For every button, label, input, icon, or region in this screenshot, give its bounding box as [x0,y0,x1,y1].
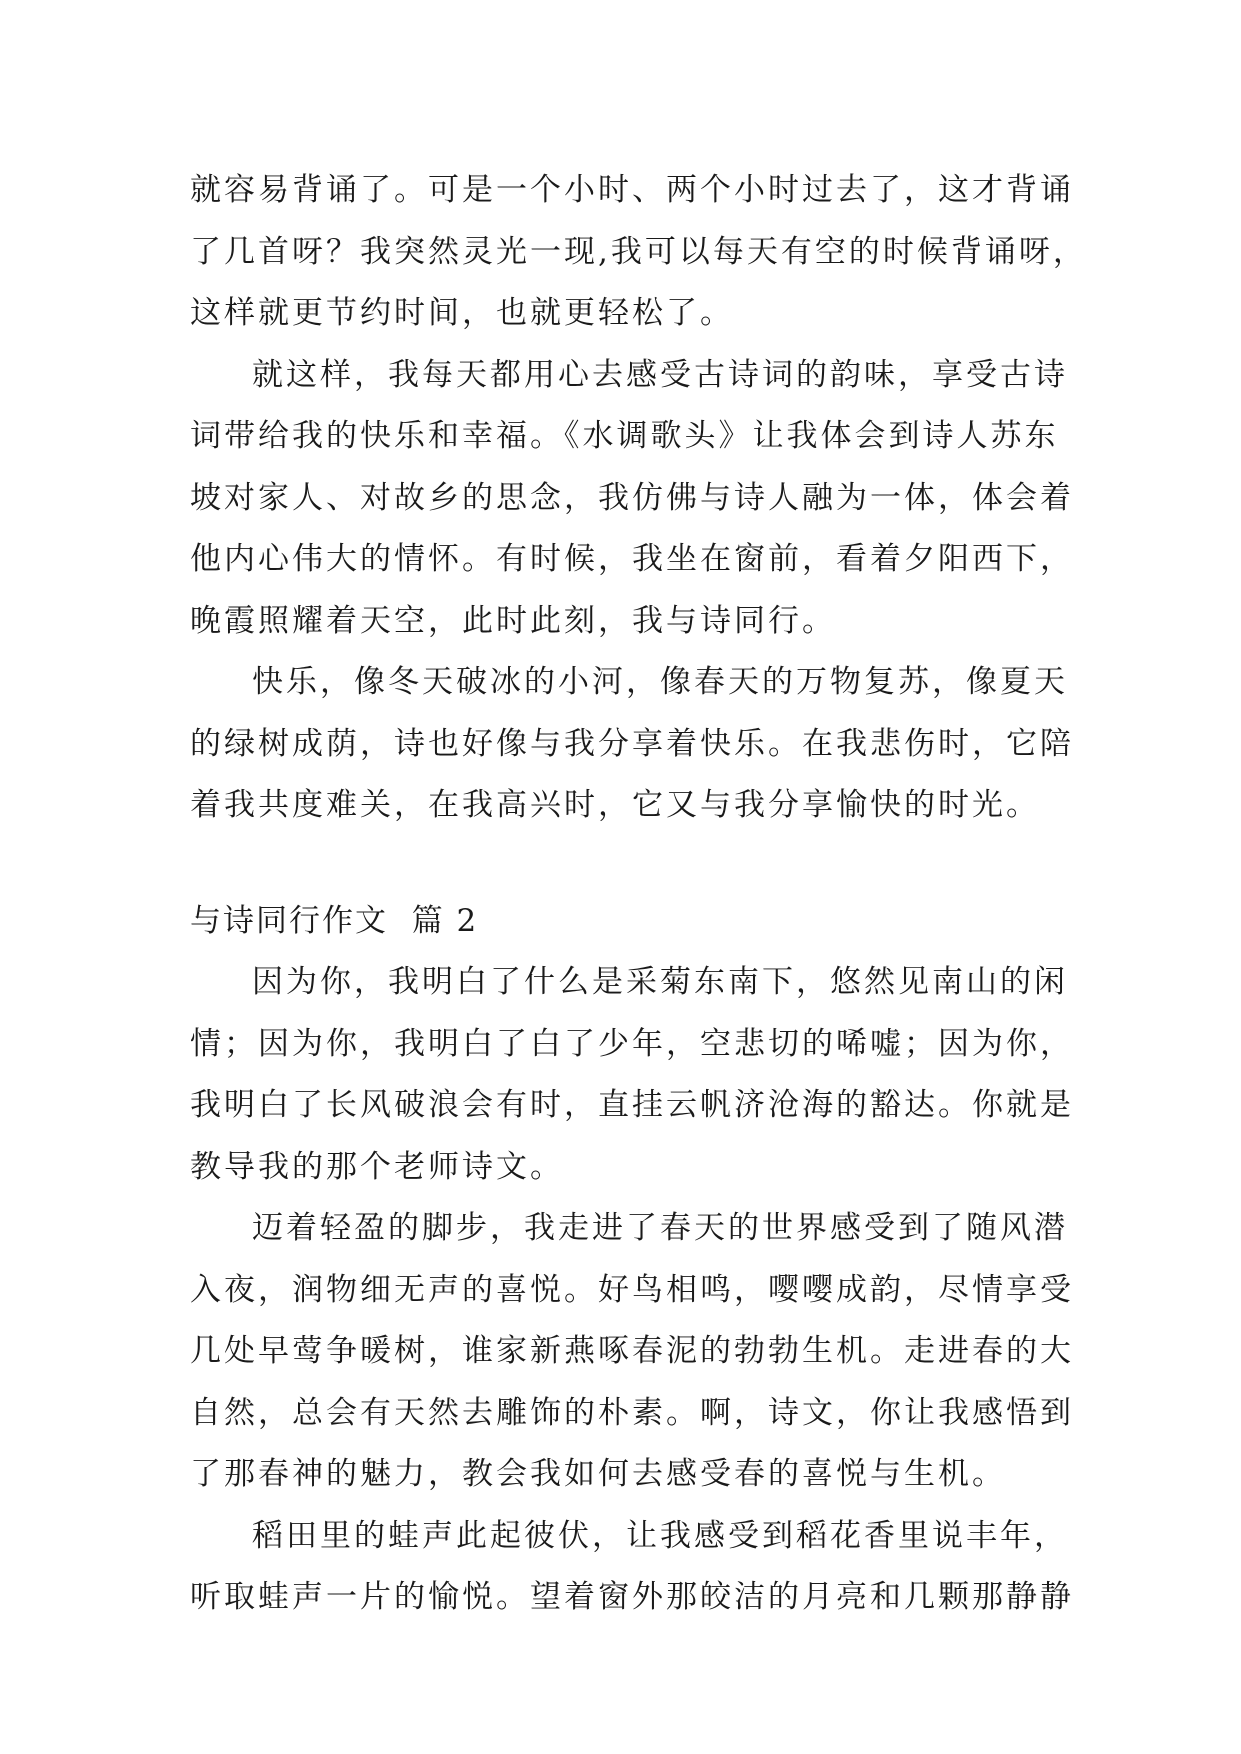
document-body [190,160,1090,1629]
paragraph: 快乐，像冬天破冰的小河，像春天的万物复苏，像夏天的绿树成荫，诗也好像与我分享着快乐。在我悲伤时，它陪着我共度难关，在我高兴时，它又与我分享愉快的时光。 [190,664,1074,823]
paragraph: 迈着轻盈的脚步，我走进了春天的世界感受到了随风潜入夜，润物细无声的喜悦。好鸟相鸣，嘤嘤成韵，尽情享受几处早莺争暖树，谁家新燕啄春泥的勃勃生机。走进春的大自然，总会有天然去雕饰的朴素。啊，诗文，你让我感悟到了那春神的魅力，教会我如何去感受春的喜悦与生机。 [190,1210,1074,1492]
paragraph: 因为你，我明白了什么是采菊东南下，悠然见南山的闲情；因为你，我明白了白了少年，空悲切的唏嘘；因为你，我明白了长风破浪会有时，直挂云帆济沧海的豁达。你就是教导我的那个老师诗文。 [190,964,1074,1185]
paragraph: 稻田里的蛙声此起彼伏，让我感受到稻花香里说丰年，听取蛙声一片的愉悦。望着窗外那皎洁的月亮和几颗那静静 [190,1517,1074,1615]
paragraph: 就这样，我每天都用心去感受古诗词的韵味，享受古诗词带给我的快乐和幸福。《水调歌头》让我体会到诗人苏东坡对家人、对故乡的思念，我仿佛与诗人融为一体，体会着他内心伟大的情怀。有时候，我坐在窗前，看着夕阳西下，晚霞照耀着天空，此时此刻，我与诗同行。 [190,356,1074,639]
section-heading: 与诗同行作文 篇 2 [190,902,479,939]
paragraph: 就容易背诵了。可是一个小时、两个小时过去了，这才背诵了几首呀？我突然灵光一现,我可以每天有空的时候背诵呀，这样就更节约时间，也就更轻松了。 [190,172,1087,331]
